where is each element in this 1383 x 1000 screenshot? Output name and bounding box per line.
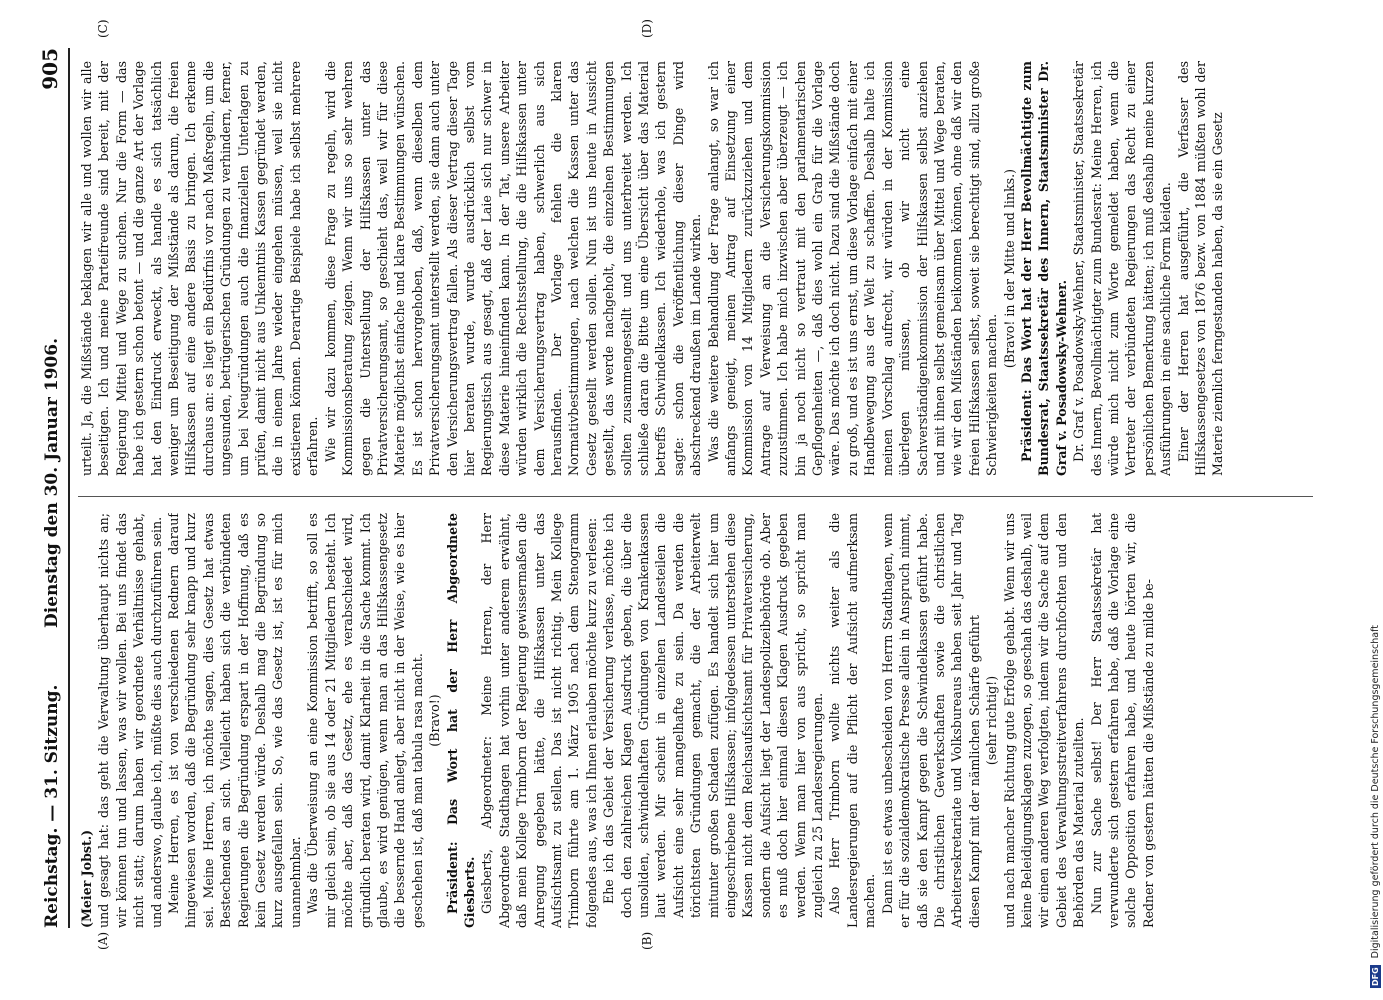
paragraph: Wie wir dazu kommen, diese Frage zu regeln, wird die Kommissionsberatung zeigen. Wenn wir uns so sehr wehren gegen die Unterstellung der Hilfskassen unter das Privatversicherungsamt, so geschieht das, weil wir für diese Materie möglichst einfache und klare Bestimmungen wünschen. Es ist schon hervorgehoben, daß, wenn dieselben dem Privatversicherungsamt unterstellt werden, sie dann auch unter den Versicherungsvertrag fallen. Als dieser Vertrag dieser Tage hier beraten wurde, wurde ausdrücklich selbst vom Regierungstisch aus gesagt, daß der Laie sich nur schwer in diese Materie hineinfinden kann. In der Tat, unsere Arbeiter würden wirklich die Rechtsstellung, die die Hilfskassen unter dem Versicherungsvertrag haben, schwerlich aus sich herausfinden. Der Vorlage fehlen die klaren Normativbestimmungen, nach welchen die Kassen unter das Gesetz gestellt werden sollen. Nun ist uns heute in Aussicht gestellt, das werde nachgeholt, die einzelnen Bestimmungen sollten zusammengestellt und uns unterbreitet werden. Ich schließe daran die Bitte um eine Übersicht über das Material betreffs Schwindelkassen. Ich wiederhole, was ich gestern sagte: schon die Veröffentlichung dieser Dinge wird abschreckend draußen im Lande wirken.: [322, 61, 704, 476]
paragraph: und gesagt hat: das geht die Verwaltung überhaupt nichts an; wir können tun und lassen, was wir wollen. Bei uns findet das nicht statt; darum haben wir geordnete Verhältnisse gehabt, und anderswo, glaube ich, müßte dies auch durchzuführen sein.: [96, 513, 164, 928]
paragraph: Was die Überweisung an eine Kommission betrifft, so soll es mir gleich sein, ob sie aus 14 oder 21 Mitgliedern besteht. Ich möchte aber, daß das Gesetz, ehe es verabschiedet wird, gründlich beraten wird, damit Klarheit in die Sache kommt. Ich glaube, es wird genügen, wenn man an das Hilfskassengesetz die bessernde Hand anlegt, aber nicht in der Weise, wie es hier geschehen ist, daß man tabula rasa macht.: [305, 513, 425, 928]
paragraph: Dann ist es etwas unbescheiden von Herrn Stadthagen, wenn er für die sozialdemokratische Presse allein in Anspruch nimmt, daß sie den Kampf gegen die Schwindelkassen geführt habe. Die christlichen Gewerkschaften sowie die christlichen Arbeitersekretariate und Volksbureaus haben seit Jahr und Tag diesen Kampf mit der nämlichen Schärfe geführt: [879, 513, 982, 928]
funding-text: Digitalisierung gefördert durch die Deutsche Forschungsgemeinschaft: [1370, 624, 1381, 959]
paragraph: Nun zur Sache selbst! Der Herr Staatssekretär hat verwunderte sich gestern erfahren habe, daß die Vorlage eine solche Opposition erfahren habe, und heute hörten wir, die Redner von gestern hätten die Mißstände zu milde be-: [1088, 513, 1156, 928]
interjection: (sehr richtig!): [984, 675, 1000, 766]
paragraph: Meine Herren, es ist von verschiedenen Rednern darauf hingewiesen worden, daß die Begründung sehr knapp und kurz sei. Meine Herren, ich möchte sagen, dies Gesetz hat etwas Bestechendes an sich. Vielleicht haben sich die verbündeten Regierungen die Begründung erspart in der Hoffnung, daß es kein Gesetz werden würde. Deshalb mag die Begründung so kurz ausgefallen sein. So, wie das Gesetz ist, ist es für mich unannehmbar.: [166, 513, 303, 928]
page-number: 905: [38, 48, 62, 90]
quotation: Ehe ich das Gebiet der Versicherung verlasse, möchte ich doch den zahlreichen Klagen Ausdruck geben, die über die unsoliden, schwindelhaften Gründungen von Krankenkassen laut werden. Mir scheint in einzelnen Landesteilen die Aufsicht eine sehr mangelhafte zu sein. Da werden die törichtsten Gründungen gemacht, die der Arbeiterwelt mitunter großen Schaden zufügen. Es handelt sich hier um eingeschriebene Hilfskassen; infolgedessen unterstehen diese Kassen nicht dem Reichsaufsichtsamt für Privatversicherung, sondern die Aufsicht liegt der Landespolizeibehörde ob. Aber es muß doch hier einmal diesen Klagen Ausdruck gegeben werden. Wenn man hier von aus spricht, so spricht man zugleich zu 25 Landesregierungen.: [601, 513, 826, 918]
paragraph: Präsident: Das Wort hat der Herr Abgeordnete Giesberts.: [444, 513, 477, 928]
margin-marker-b: (B): [640, 931, 654, 950]
margin-marker-c: (C): [96, 19, 110, 38]
paragraph: Einer der Herren hat ausgeführt, die Verfasser des Hilfskassengesetzes von 1876 bezw. von 1884 müßten wohl der Materie ziemlich ferngestanden haben, da sie ein Gesetz: [1175, 61, 1226, 476]
header-date: Dienstag den 30. Januar 1906.: [42, 338, 62, 628]
funding-note: [1370, 625, 1381, 988]
page-header: [38, 48, 70, 928]
left-column: [78, 513, 1313, 928]
paragraph: Also Herr Trimborn wollte nichts weiter als die Landesregierungen auf die Pflicht der Aufsicht aufmerksam machen.: [827, 513, 878, 928]
margin-marker-d: (D): [640, 19, 654, 38]
paragraph: Präsident: Das Wort hat der Herr Bevollmächtigte zum Bundesrat, Staatssekretär des Innern, Staatsminister Dr. Graf v. Posadowsky-Wehner.: [1018, 61, 1069, 476]
dfg-logo: DFG: [1371, 967, 1380, 986]
interjection: (Bravo!): [427, 694, 443, 747]
paragraph: urteilt. Ja, die Mißstände beklagen wir alle und wollen wir alle beseitigen. Ich und meine Parteifreunde sind bereit, mit der Regierung Mittel und Wege zu suchen. Nur die Form — das habe ich gestern schon betont — und die ganze Art der Vorlage hat den Eindruck erweckt, als handle es sich tatsächlich weniger um Beseitigung der Mißstände als darum, die freien Hilfskassen auf eine andere Basis zu bringen. Ich erkenne durchaus an: es liegt ein Bedürfnis vor nach Maßregeln, um die ungesunden, betrügerischen Gründungen zu verhindern, ferner, um bei Neugründungen auch die finanziellen Unterlagen zu prüfen, damit nicht aus Unkenntnis Kassen gegründet werden, die in einem Jahre wieder eingehen müssen, weil sie nicht existieren können. Derartige Beispiele habe ich selbst mehrere erfahren.: [79, 61, 321, 476]
paragraph: Was die weitere Behandlung der Frage anlangt, so war ich anfangs geneigt, meinen Antrag auf Einsetzung einer Kommission von 14 Mitgliedern zurückzuziehen und dem Antrage auf Verweisung an die Versicherungskommission zuzustimmen. Ich habe mich inzwischen aber überzeugt — ich bin ja noch nicht so vertraut mit den parlamentarischen Gepflogenheiten —, daß dies wohl ein Grab für die Vorlage wäre. Das möchte ich doch nicht. Dazu sind die Mißstände doch zu groß, und es ist uns ernst, um diese Vorlage einfach mit einer Handbewegung aus der Welt zu schaffen. Deshalb halte ich meinen Vorschlag aufrecht, wir würden in der Kommission überlegen müssen, ob wir nicht eine Sachverständigenkommission der Hilfskassen selbst anziehen und mit ihnen selbst gemeinsam über Mittel und Wege beraten, wie wir den Mißständen beikommen können, ohne daß wir den freien Hilfskassen selbst, soweit sie berechtigt sind, allzu große Schwierigkeiten machen.: [705, 61, 1000, 476]
margin-marker-a: (A): [96, 931, 110, 950]
paragraph: und nach mancher Richtung gute Erfolge gehabt. Wenn wir uns keine Beleidigungsklagen zuzogen, so geschah das deshalb, weil wir einen anderen Weg verfolgten, indem wir die Sache auf dem Gebiet des Verwaltungsstreitverfahrens durchfochten und den Behörden das Material zuteilten.: [1001, 513, 1087, 928]
paragraph: Dr. Graf v. Posadowsky-Wehner, Staatsminister, Staatssekretär des Innern, Bevollmächtigter zum Bundesrat: Meine Herren, ich würde mich nicht zum Worte gemeldet haben, wenn die Vertreter der verbündeten Regierungen das Recht zu einer persönlichen Bemerkung hätten; ich muß deshalb meine kurzen Ausführungen in eine sachliche Form kleiden.: [1071, 61, 1174, 476]
column-divider: [78, 496, 1313, 497]
paragraph: Giesberts, Abgeordneter: Meine Herren, der Herr Abgeordnete Stadthagen hat vorhin unter anderem erwähnt, daß mein Kollege Trimborn der Regierung gewissermaßen die Anregung gegeben hätte, die Hilfskassen unter das Aufsichtsamt zu stellen. Das ist nicht richtig. Mein Kollege Trimborn führte am 1. März 1905 nach dem Stenogramm folgendes aus, was ich Ihnen erlauben möchte kurz zu verlesen:: [479, 513, 599, 928]
header-left: Reichstag. — 31. Sitzung.: [42, 684, 62, 928]
interjection: (Bravo! in der Mitte und links.): [1001, 168, 1017, 369]
speaker-note: (Meier Jobst.): [79, 829, 94, 928]
right-column: [78, 61, 1313, 476]
